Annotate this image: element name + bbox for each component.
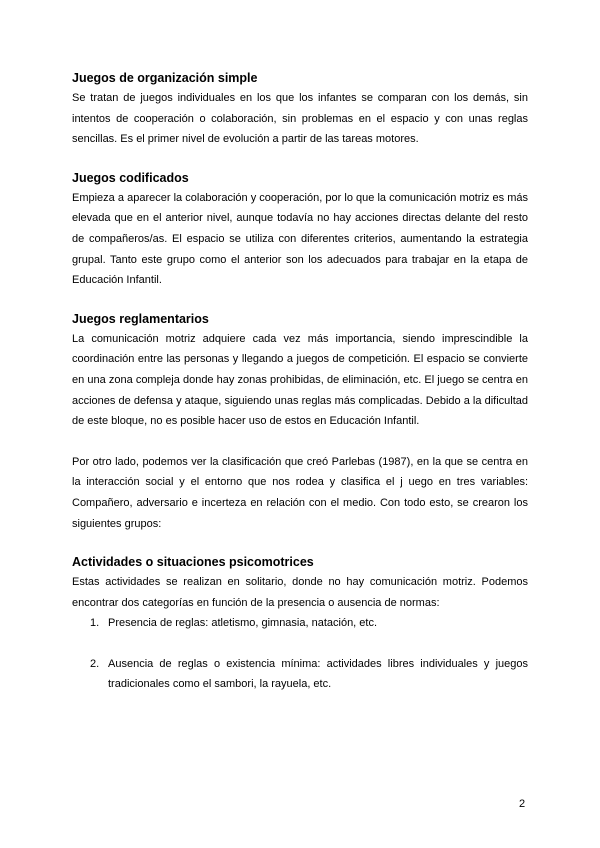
document-page [72, 68, 528, 695]
categories-list [72, 613, 528, 695]
section-paragraph: Estas actividades se realizan en solitario, donde no hay comunicación motriz. Podemos encontrar dos categorías en función de la presencia o ausencia de normas: [72, 576, 528, 609]
section-juegos-reglamentarios [72, 309, 528, 432]
section-heading: Juegos codificados [72, 170, 189, 185]
list-item-number: 1. [90, 617, 100, 630]
parlebas-paragraph: Por otro lado, podemos ver la clasificación que creó Parlebas (1987), en la que se centra en la interacción social y el entorno que nos rodea y clasifica el j uego en tres variables: Compañero, adversario e incerteza en relación con el medio. Con todo esto, se crearon los siguientes grupos: [72, 455, 528, 530]
section-paragraph: Se tratan de juegos individuales en los que los infantes se comparan con los demás, sin intentos de cooperación o colaboración, sin problemas en el espacio y con unas reglas sencillas. Es el primer nivel de evolución a partir de las tareas motores. [72, 92, 528, 146]
section-juegos-codificados [72, 168, 528, 291]
list-item [72, 613, 528, 634]
section-paragraph: Empieza a aparecer la colaboración y cooperación, por lo que la comunicación motriz es más elevada que en el anterior nivel, aunque todavía no hay acciones directas delante del resto de compañeros/as. El espacio se utiliza con diferentes criterios, aumentando la estrategia grupal. Tanto este grupo como el anterior son los adecuados para trabajar en la etapa de Educación Infantil. [72, 191, 528, 287]
list-item [72, 654, 528, 695]
section-actividades-psicomotrices [72, 552, 528, 695]
section-juegos-organizacion-simple [72, 68, 528, 150]
section-paragraph: La comunicación motriz adquiere cada vez más importancia, siendo imprescindible la coordinación entre las personas y llegando a juegos de competición. El espacio se convierte en una zona compleja donde hay zonas prohibidas, de eliminación, etc. El juego se centra en acciones de defensa y ataque, siguiendo unas reglas más complicadas. Debido a la dificultad de este bloque, no es posible hacer uso de estos en Educación Infantil. [72, 332, 528, 428]
list-item-text: Ausencia de reglas o existencia mínima: actividades libres individuales y juegos tradicionales como el sambori, la rayuela, etc. [108, 657, 528, 691]
section-heading: Actividades o situaciones psicomotrices [72, 555, 314, 570]
list-item-text: Presencia de reglas: atletismo, gimnasia, natación, etc. [108, 617, 378, 630]
list-item-number: 2. [90, 657, 100, 670]
page-number: 2 [519, 798, 526, 810]
section-heading: Juegos de organización simple [72, 71, 258, 85]
section-heading: Juegos reglamentarios [72, 311, 209, 326]
